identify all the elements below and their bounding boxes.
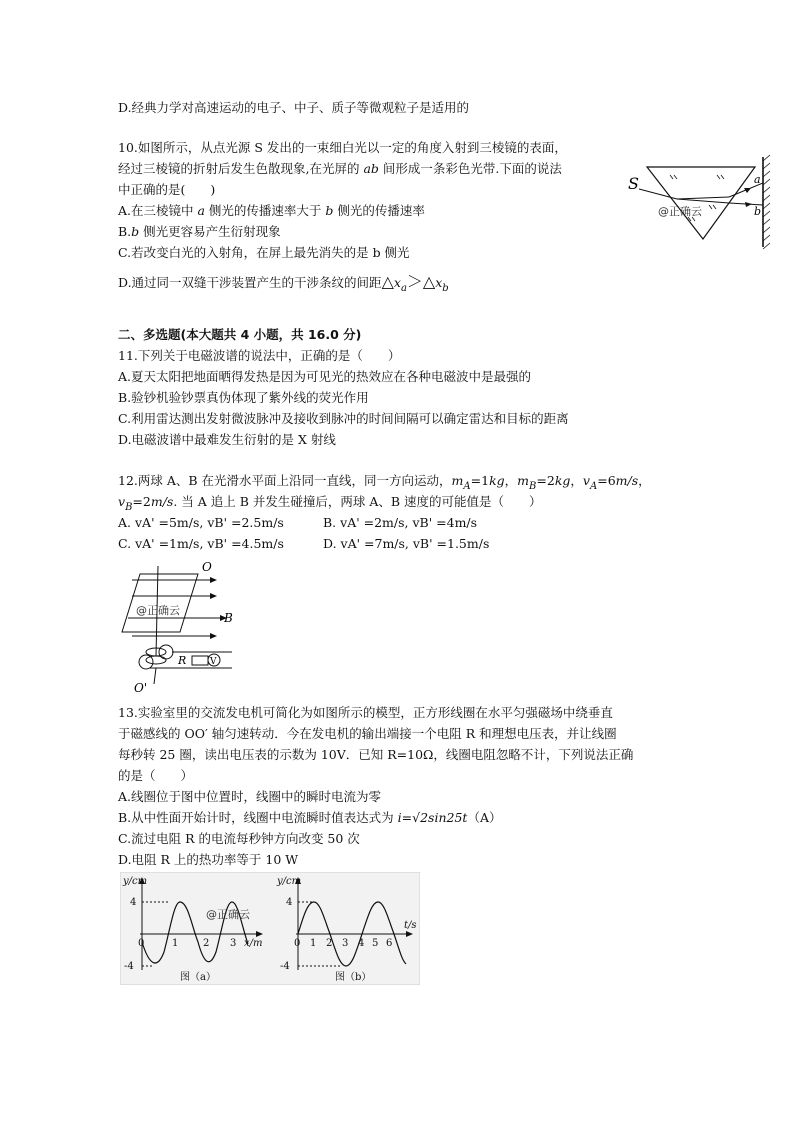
slip-ring xyxy=(139,655,153,669)
ylabel: y/cm xyxy=(123,876,148,887)
q12-stem-line1: 12.两球 A、B 在光滑水平面上沿同一直线，同一方向运动，$m_A=1kg$，$m_B=2kg$，$v_A=6m/s$， xyxy=(118,473,651,492)
q10-option-c: C.若改变白光的入射角，在屏上最先消失的是 b 侧光 xyxy=(118,245,410,260)
q13-stem-line2: 于磁感线的 OO′ 轴匀速转动．今在发电机的输出端接一个电阻 R 和理想电压表，并让线圈 xyxy=(118,726,617,741)
label-s: S xyxy=(628,174,639,193)
q12-option-b: B. vA' =2m/s, vB' =4m/s xyxy=(323,515,478,530)
q11-option-c: C.利用雷达测出发射微波脉冲及接收到脉冲的时间间隔可以确定雷达和目标的距离 xyxy=(118,411,569,426)
tick-2: 2 xyxy=(326,938,333,949)
figure-frame xyxy=(120,872,420,985)
q10-stem-line2: 经过三棱镜的折射后发生色散现象,在光屏的 ab 间形成一条彩色光带.下面的说法 xyxy=(118,161,562,176)
label-a: a xyxy=(754,173,761,186)
q10-option-a: A.在三棱镜中 a 侧光的传播速率大于 b 侧光的传播速率 xyxy=(118,203,425,218)
xlabel: x/m xyxy=(244,938,263,949)
q11-option-d: D.电磁波谱中最难发生衍射的是 X 射线 xyxy=(118,432,336,447)
generator-figure xyxy=(120,556,250,696)
tick-2: 2 xyxy=(203,938,210,949)
coil xyxy=(122,574,198,632)
q13-option-b: B.从中性面开始计时，线圈中电流瞬时值表达式为 i=√2sin25t（A） xyxy=(118,810,502,825)
tick-3: 3 xyxy=(230,938,237,949)
arrow-b-icon xyxy=(745,202,752,207)
label-b-field: B xyxy=(224,611,233,625)
label-o: O xyxy=(202,560,212,574)
tick-4: 4 xyxy=(358,938,365,949)
tick-6: 6 xyxy=(386,938,393,949)
q13-option-a: A.线圈位于图中位置时，线圈中的瞬时电流为零 xyxy=(118,789,382,804)
y-pos-label: 4 xyxy=(286,897,293,908)
caption-b: 图（b） xyxy=(335,972,372,983)
q10-option-d: D.通过同一双缝干涉装置产生的干涉条纹的间距$\triangle x_a>\triangle x_b$ xyxy=(118,272,449,294)
q12-stem-line2: $v_B=2m/s$. 当 A 追上 B 并发生碰撞后，两球 A、B 速度的可能值是（ ） xyxy=(118,494,542,513)
tick-5: 5 xyxy=(372,938,379,949)
tick-1: 1 xyxy=(172,938,179,949)
q12-option-d: D. vA' =7m/s, vB' =1.5m/s xyxy=(323,536,490,551)
q11-option-b: B.验钞机验钞票真伪体现了紫外线的荧光作用 xyxy=(118,390,369,405)
tick-3: 3 xyxy=(342,938,349,949)
q10-option-b: B.b 侧光更容易产生衍射现象 xyxy=(118,224,281,239)
label-b: b xyxy=(754,205,762,218)
q9-option-d: D.经典力学对高速运动的电子、中子、质子等微观粒子是适用的 xyxy=(118,100,470,115)
y-pos-label: 4 xyxy=(130,897,137,908)
q10-stem-line3: 中正确的是( ) xyxy=(118,182,216,197)
section-title: 二、多选题(本大题共 4 小题，共 16.0 分) xyxy=(118,327,362,342)
ylabel: y/cm xyxy=(277,876,302,887)
watermark: @正确云 xyxy=(206,908,250,921)
xlabel: t/s xyxy=(404,920,417,931)
q13-option-d: D.电阻 R 上的热功率等于 10 W xyxy=(118,852,299,867)
prism-figure xyxy=(625,155,775,250)
tick-0: 0 xyxy=(294,938,301,949)
q12-option-c: C. vA' =1m/s, vB' =4.5m/s xyxy=(118,536,284,551)
watermark: @正确云 xyxy=(658,205,702,218)
q13-stem-line3: 每秒转 25 圈，读出电压表的示数为 10V．已知 R=10Ω，线圈电阻忽略不计，下列说法正确 xyxy=(118,747,634,762)
y-neg-label: -4 xyxy=(280,961,290,972)
screen-hatch xyxy=(763,155,770,249)
q13-option-c: C.流过电阻 R 的电流每秒钟方向改变 50 次 xyxy=(118,831,360,846)
q13-stem-line1: 13.实验室里的交流发电机可简化为如图所示的模型，正方形线圈在水平匀强磁场中绕垂直 xyxy=(118,705,613,720)
q11-stem: 11.下列关于电磁波谱的说法中，正确的是（ ） xyxy=(118,348,401,363)
tick-1: 1 xyxy=(310,938,317,949)
watermark: @正确云 xyxy=(136,604,180,617)
wave-figure xyxy=(120,872,420,985)
q11-option-a: A.夏天太阳把地面晒得发热是因为可见光的热效应在各种电磁波中是最强的 xyxy=(118,369,532,384)
label-r: R xyxy=(178,654,187,667)
y-neg-label: -4 xyxy=(124,961,134,972)
label-o-prime: O' xyxy=(134,681,148,695)
resistor xyxy=(192,656,208,665)
q12-option-a: A. vA' =5m/s, vB' =2.5m/s xyxy=(118,515,284,530)
prism-triangle xyxy=(647,167,755,239)
caption-a: 图（a） xyxy=(180,972,216,983)
tick-0: 0 xyxy=(138,938,145,949)
q10-stem-line1: 10.如图所示，从点光源 S 发出的一束细白光以一定的角度入射到三棱镜的表面， xyxy=(118,140,567,155)
q13-stem-line4: 的是（ ） xyxy=(118,768,194,783)
label-v: V xyxy=(210,657,217,667)
